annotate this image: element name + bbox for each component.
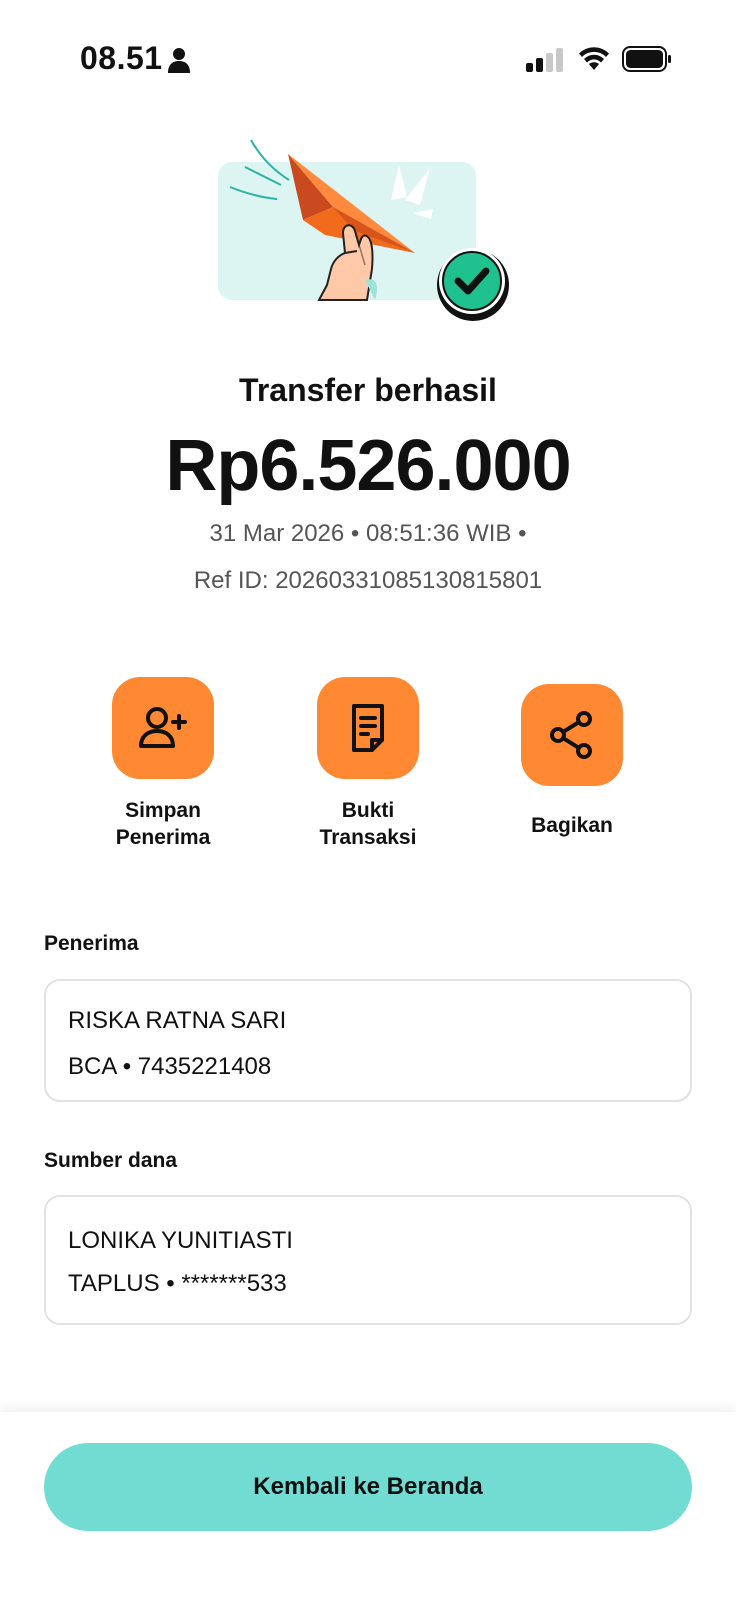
status-bar [0, 0, 736, 120]
source-section-label: Sumber dana [44, 1149, 178, 1172]
transaction-receipt-action[interactable] [278, 677, 458, 851]
back-to-home-button[interactable]: Kembali ke Beranda [44, 1443, 692, 1531]
transfer-status-title: Transfer berhasil [239, 372, 497, 408]
save-recipient-action[interactable] [73, 677, 253, 851]
source-name: LONIKA YUNITIASTI [68, 1227, 293, 1254]
transaction-receipt-button[interactable] [317, 677, 419, 779]
add-user-icon [137, 702, 189, 754]
share-action[interactable] [482, 684, 662, 839]
transfer-ref-id: Ref ID: 20260331085130815801 [193, 567, 543, 594]
recipient-name: RISKA RATNA SARI [68, 1007, 287, 1034]
save-recipient-button[interactable] [112, 677, 214, 779]
wifi-icon [578, 45, 610, 71]
status-time: 08.51 [80, 40, 163, 76]
share-button[interactable] [521, 684, 623, 786]
receipt-icon [342, 702, 394, 754]
share-icon [546, 709, 598, 761]
source-account: TAPLUS • *******533 [68, 1270, 287, 1297]
recipient-account: BCA • 7435221408 [68, 1053, 272, 1080]
person-icon [167, 47, 191, 73]
share-label: Bagikan [531, 814, 613, 837]
recipient-section-label: Penerima [44, 932, 139, 955]
transfer-datetime: 31 Mar 2026 • 08:51:36 WIB • [209, 520, 527, 547]
battery-icon [622, 46, 672, 72]
recipient-card [44, 979, 692, 1102]
signal-icon [526, 48, 564, 72]
bottom-bar [0, 1412, 736, 1600]
source-card [44, 1195, 692, 1325]
transfer-amount: Rp6.526.000 [165, 426, 571, 506]
transaction-receipt-label: Bukti Transaksi [319, 799, 417, 849]
transfer-success-illustration [215, 135, 525, 335]
save-recipient-label: Simpan Penerima [115, 799, 211, 849]
